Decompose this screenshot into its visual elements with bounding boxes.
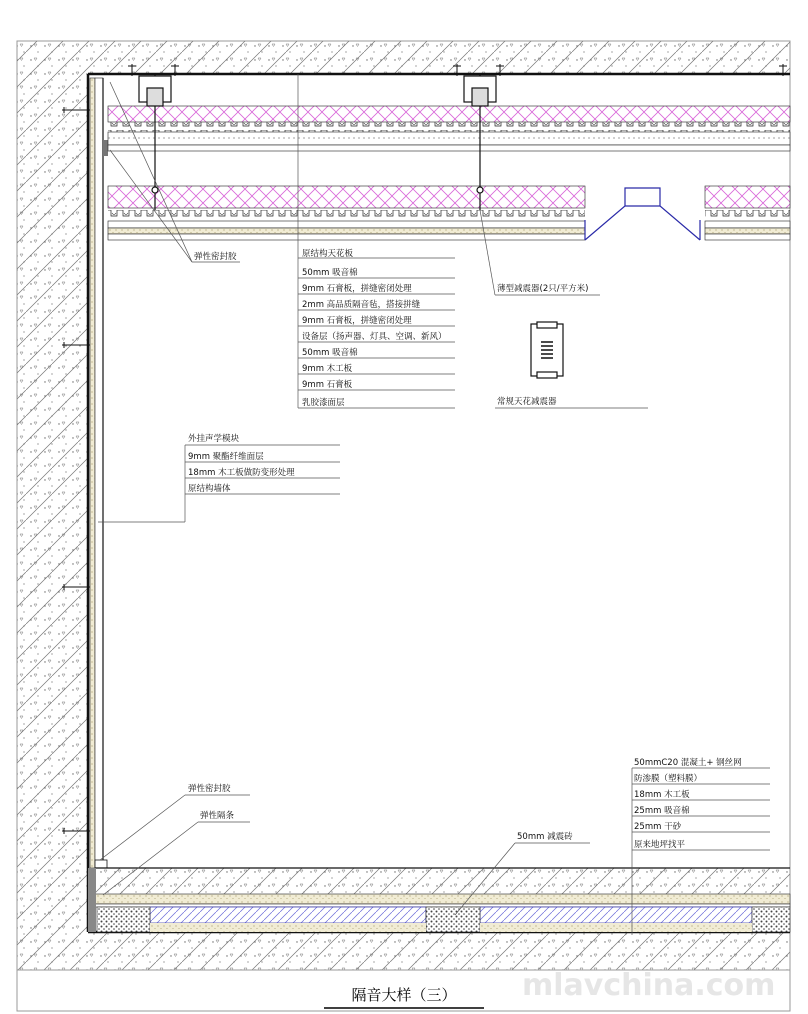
ceiling-layer-band-lower	[108, 186, 790, 240]
ceiling-layer-label: 2mm 高品质隔音毡，搭接拼缝	[302, 300, 421, 310]
floor-layer-label: 50mmC20 混凝土+ 钢丝网	[634, 758, 742, 768]
floor-layer-label: 18mm 木工板	[634, 790, 690, 800]
drawing-title: 隔音大样（三）	[351, 986, 457, 1004]
ceiling-layer-label: 乳胶漆面层	[302, 398, 345, 408]
elastic-strip-label: 弹性隔条	[200, 811, 235, 821]
wall-layer-label: 9mm 聚酯纤维面层	[188, 452, 264, 462]
floor-layer-label: 防渗膜（塑料膜）	[634, 774, 703, 784]
floor-layer-label: 25mm 吸音棉	[634, 806, 690, 816]
ceiling-layer-label: 9mm 石膏板	[302, 380, 353, 390]
ceiling-damper-icon	[531, 322, 563, 378]
sealant-top-label: 弹性密封胶	[194, 252, 237, 262]
ceiling-layer-label: 50mm 吸音棉	[302, 348, 358, 358]
wall-layer-label: 外挂声学模块	[188, 434, 240, 444]
wall-layer-label: 18mm 木工板做防变形处理	[188, 468, 295, 478]
ceiling-layer-label: 原结构天花板	[302, 249, 354, 259]
thin-damper-label: 薄型减震器(2只/平方米)	[497, 284, 589, 294]
wall-layer-label: 原结构墙体	[188, 484, 231, 494]
watermark: mlavchina.com	[522, 968, 776, 1003]
damper-brick-label: 50mm 减震砖	[517, 832, 573, 842]
wall-layer-labels	[188, 433, 295, 494]
floor-layer-labels	[634, 757, 742, 850]
std-damper-label: 常规天花减震器	[497, 397, 557, 407]
ceiling-layer-labels	[302, 248, 447, 408]
ceiling-layer-label: 设备层（扬声器、灯具、空调、新风）	[302, 332, 447, 342]
floating-floor	[88, 868, 790, 932]
floor-layer-label: 25mm 干砂	[634, 822, 682, 832]
sealant-bottom-label: 弹性密封胶	[188, 784, 231, 794]
ceiling-layer-label: 50mm 吸音棉	[302, 268, 358, 278]
ceiling-layer-band-upper	[108, 106, 790, 151]
ceiling-layer-label: 9mm 石膏板，拼缝密闭处理	[302, 316, 412, 326]
floor-layer-label: 原来地坪找平	[634, 840, 686, 850]
ceiling-vent-recess	[585, 188, 700, 240]
ceiling-layer-label: 9mm 木工板	[302, 364, 353, 374]
ceiling-layer-label: 9mm 石膏板，拼缝密闭处理	[302, 284, 412, 294]
